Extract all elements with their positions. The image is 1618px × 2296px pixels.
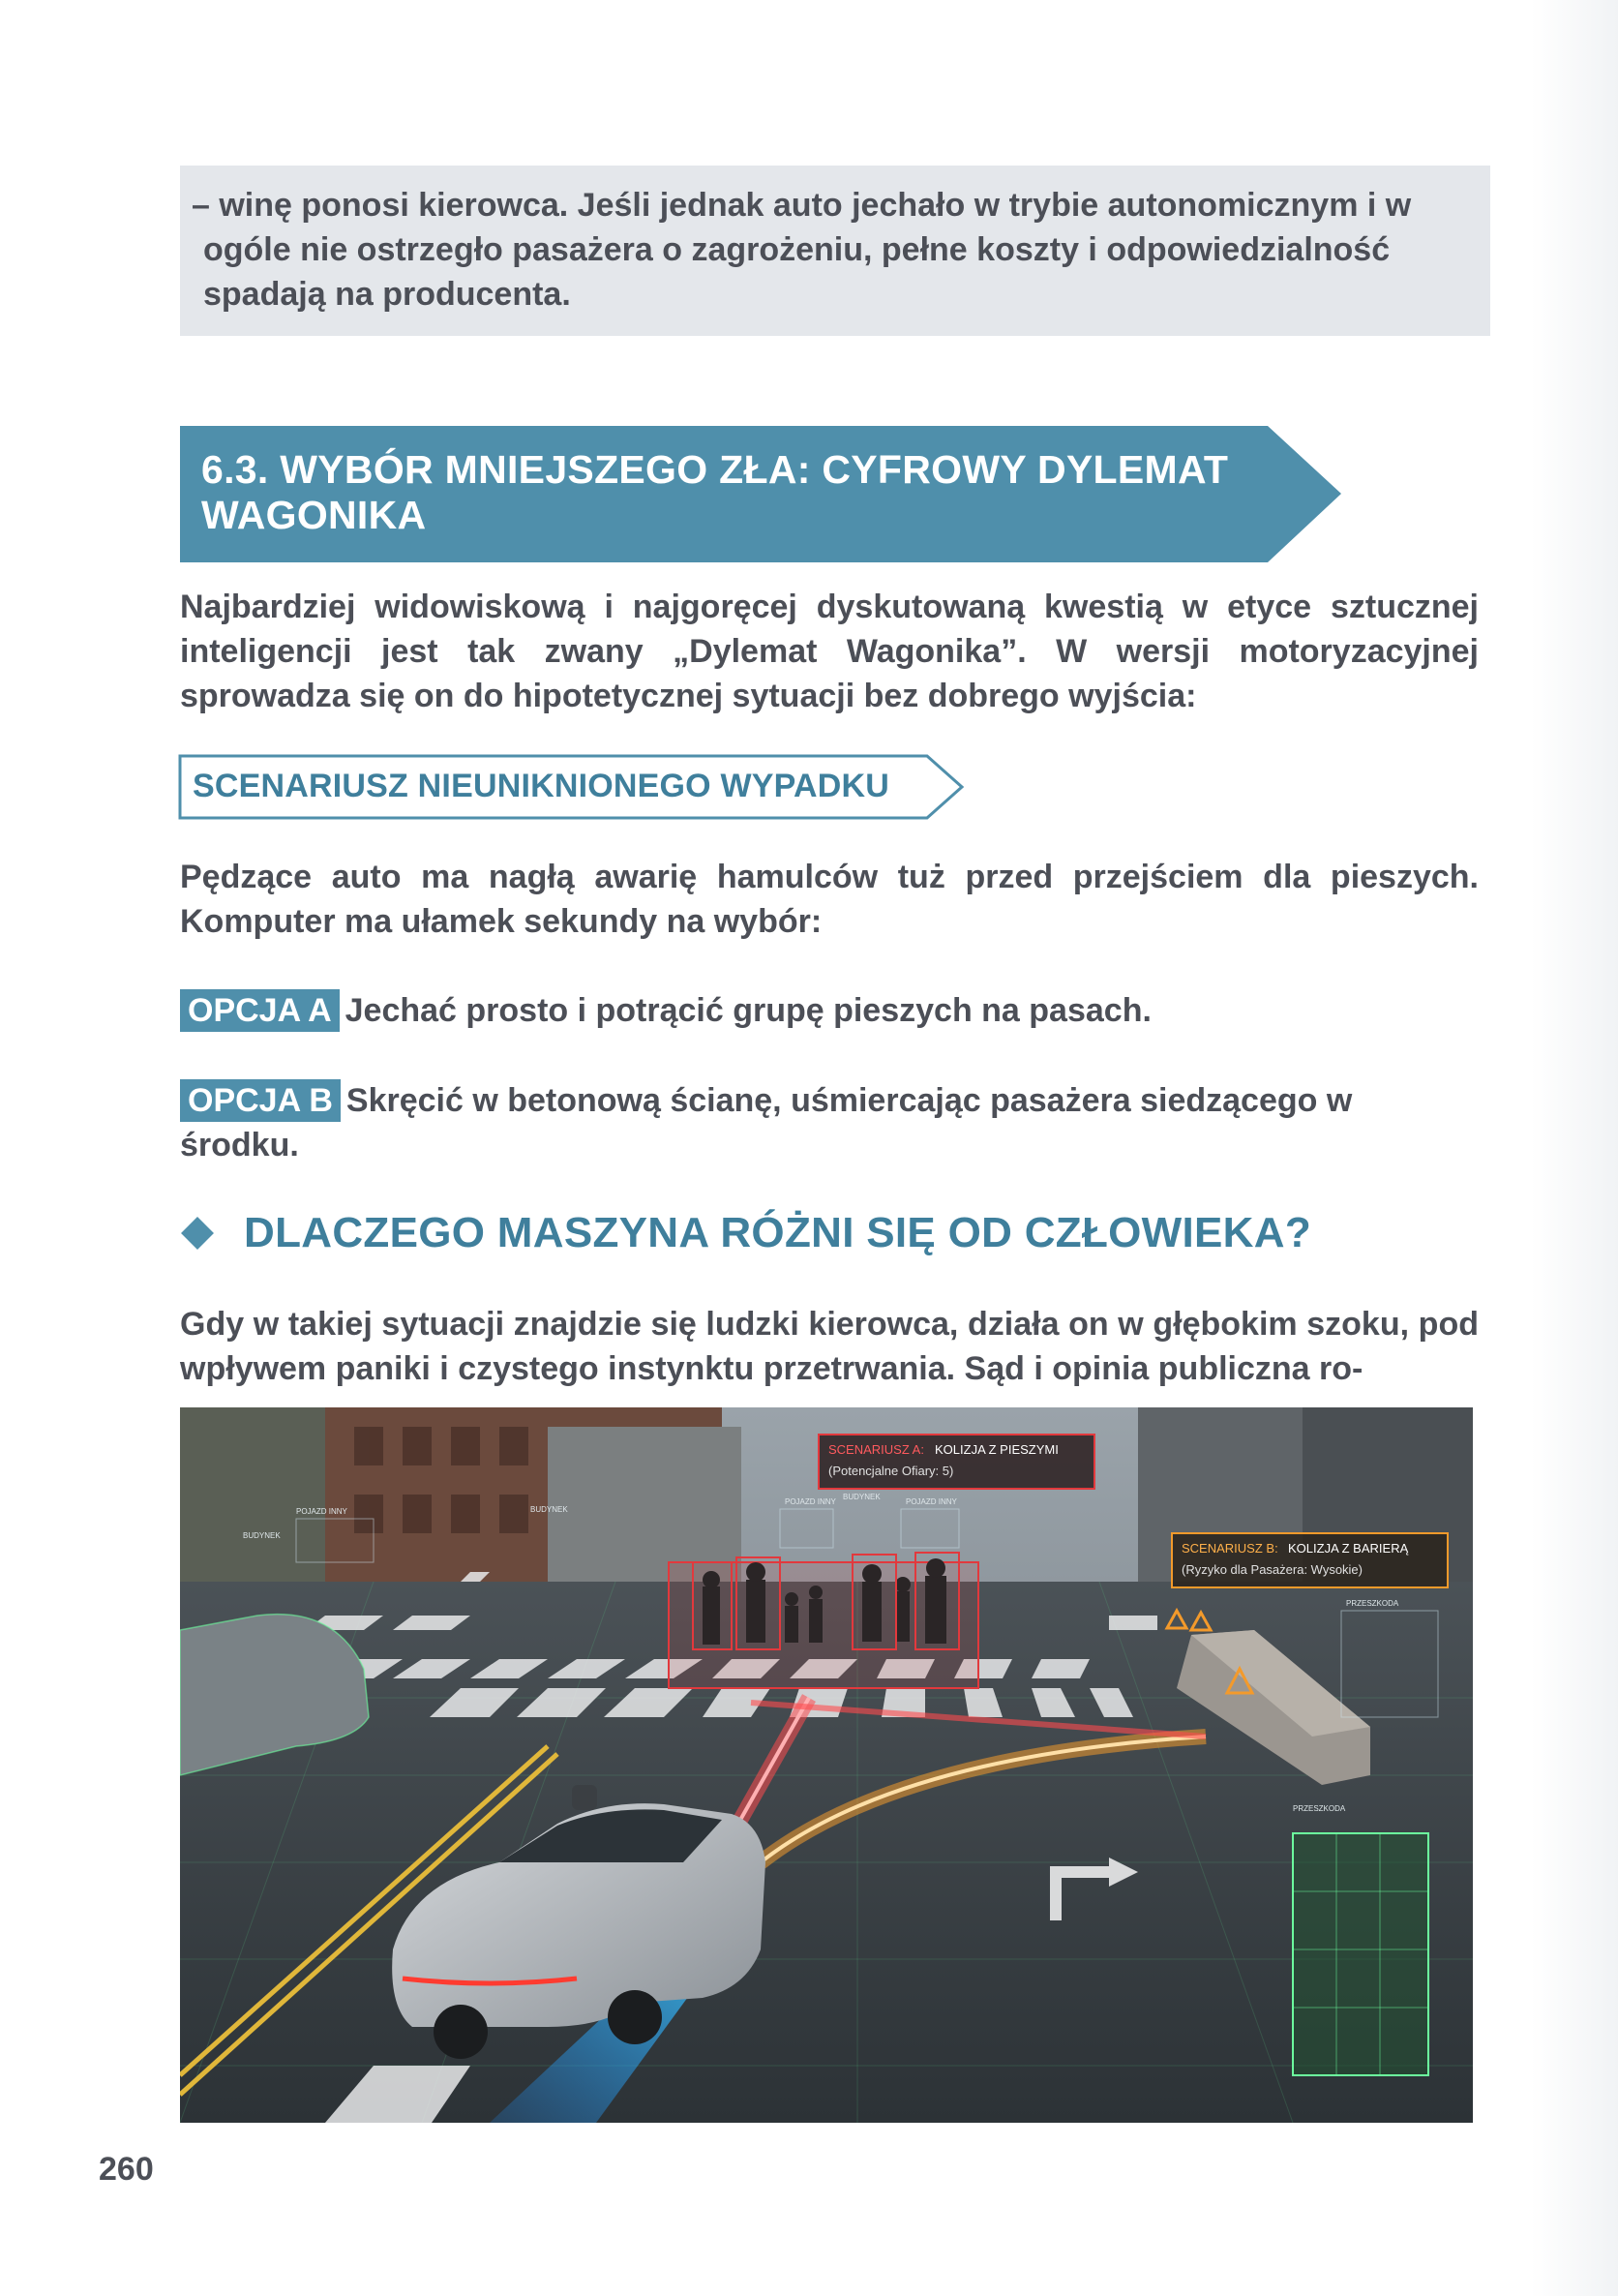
subheading-text: DLACZEGO MASZYNA RÓŻNI SIĘ OD CZŁOWIEKA? [244,1209,1311,1256]
scenario-a-title: KOLIZJA Z PIESZYMI [935,1442,1059,1457]
scenario-b-sub: (Ryzyko dla Pasażera: Wysokie) [1182,1562,1363,1577]
page-edge-shade [1531,0,1618,2296]
option-a-badge: OPCJA A [180,989,340,1032]
tag-pojazd-inny-3: POJAZD INNY [906,1497,957,1506]
diamond-bullet-icon [181,1217,214,1250]
option-b-text: Skręcić w betonową ścianę, uśmiercając pasażera siedzącego w środku. [180,1082,1353,1163]
tag-pojazd-inny-2: POJAZD INNY [785,1497,836,1506]
option-a [180,988,1479,1033]
callout-text: – winę ponosi kierowca. Jeśli jednak auto jechało w trybie autonomicznym i w ogóle nie ostrzegło pasażera o zagrożeniu, pełne koszty i odpowiedzialność spadają na producenta. [192,187,1412,313]
scenario-b-prefix: SCENARIUSZ B: [1182,1541,1278,1556]
callout-box [180,166,1490,336]
tag-przeszkoda-2: PRZESZKODA [1293,1804,1346,1813]
scenario-description: Pędzące auto ma nagłą awarię hamulców tuż przed przejściem dla pieszych. Komputer ma ułamek sekundy na wybór: [180,859,1479,940]
tag-budynek-2: BUDYNEK [530,1505,568,1514]
obstacle-wireframe [1293,1833,1428,2075]
option-a-text: Jechać prosto i potrącić grupę pieszych na pasach. [345,992,1152,1029]
scenario-a-sub: (Potencjalne Ofiary: 5) [828,1464,954,1478]
pedestrians-group [669,1553,978,1688]
scenario-a-prefix: SCENARIUSZ A: [828,1442,924,1457]
scenario-b-label [1172,1533,1448,1587]
subheading-paragraph: Gdy w takiej sytuacji znajdzie się ludzki kierowca, działa on w głębokim szoku, pod wpływem paniki i czystego instynktu przetrwania. Sąd i opinia publiczna ro- [180,1306,1479,1387]
section-title: 6.3. WYBÓR MNIEJSZEGO ZŁA: CYFROWY DYLEMAT WAGONIKA [201,447,1229,537]
tag-przeszkoda-1: PRZESZKODA [1346,1599,1399,1608]
tag-pojazd-inny-1: POJAZD INNY [296,1507,347,1516]
scenario-label: SCENARIUSZ NIEUNIKNIONEGO WYPADKU [193,768,890,804]
page-number: 260 [99,2151,154,2188]
scenario-a-label [819,1435,1094,1489]
scenario-b-title: KOLIZJA Z BARIERĄ [1288,1541,1409,1556]
tag-budynek-3: BUDYNEK [843,1493,881,1501]
illustration-scene [180,1407,1473,2123]
option-b [180,1078,1479,1167]
tag-budynek-1: BUDYNEK [243,1531,281,1540]
autonomous-car-illustration [180,1407,1473,2123]
option-b-badge: OPCJA B [180,1079,341,1122]
subheading [180,1204,1311,1262]
intro-paragraph: Najbardziej widowiskową i najgoręcej dyskutowaną kwestią w etyce sztucznej inteligencji jest tak zwany „Dylemat Wagonika”. W wersji motoryzacyjnej sprowadza się on do hipotetycznej sytuacji bez dobrego wyjścia: [180,589,1479,714]
